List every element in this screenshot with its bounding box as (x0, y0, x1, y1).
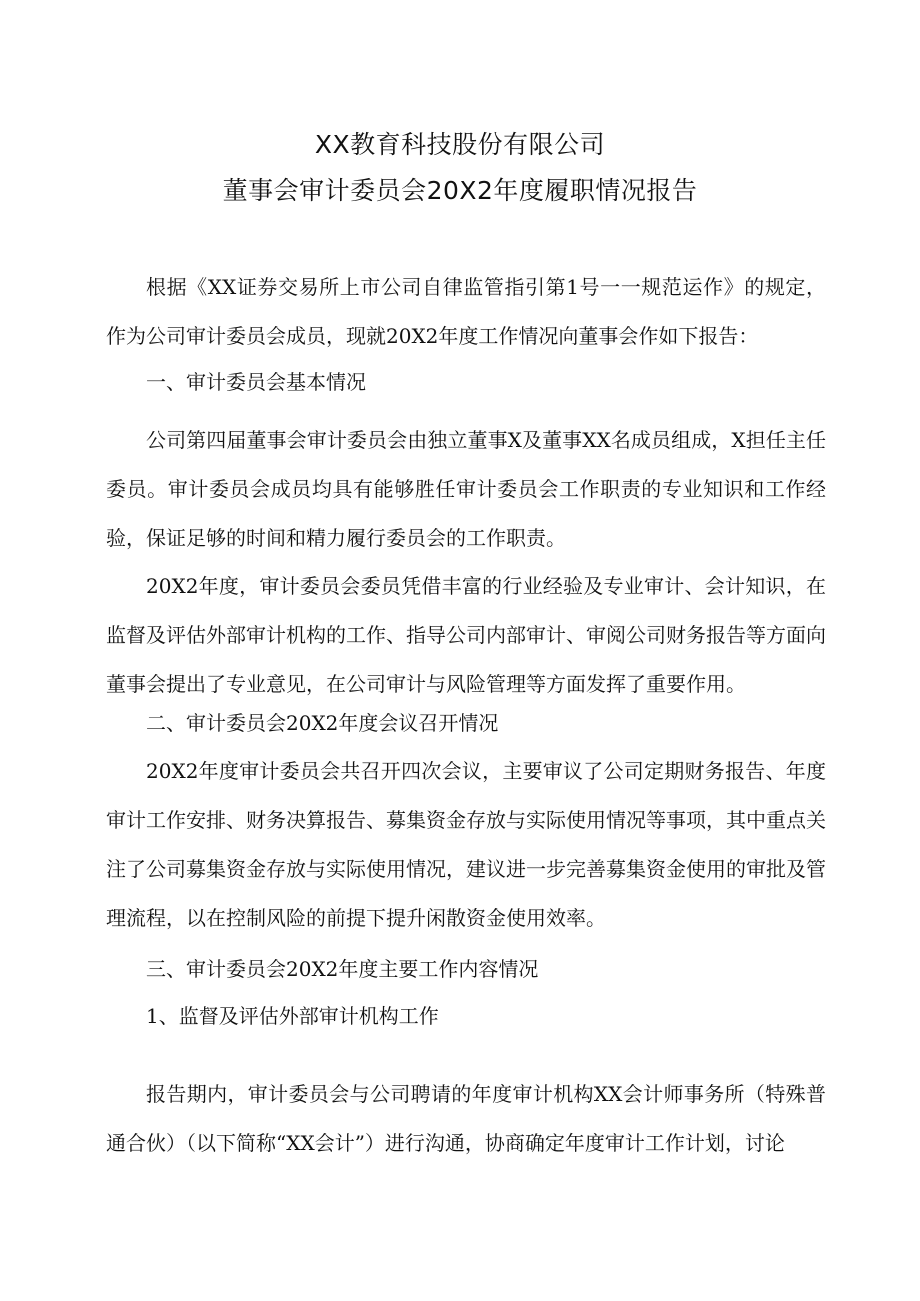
intro-paragraph: 根据《XX证券交易所上市公司自律监管指引第1号一一规范运作》的规定，作为公司审计委员会成员，现就20X2年度工作情况向董事会作如下报告： (106, 275, 826, 348)
section1-paragraph-1: 公司第四届董事会审计委员会由独立董事X及董事XX名成员组成，X担任主任委员。审计委员会成员均具有能够胜任审计委员会工作职责的专业知识和工作经验，保证足够的时间和精力履行委员会的工作职责。 (106, 428, 826, 550)
section3-paragraph-1: 报告期内，审计委员会与公司聘请的年度审计机构XX会计师事务所（特殊普通合伙）（以下简称“XX会计”）进行沟通，协商确定年度审计工作计划，讨论 (106, 1082, 826, 1155)
section3-heading: 三、审计委员会20X2年度主要工作内容情况 (146, 957, 539, 981)
section2-heading: 二、审计委员会20X2年度会议召开情况 (146, 711, 499, 735)
section1-paragraph-2: 20X2年度，审计委员会委员凭借丰富的行业经验及专业审计、会计知识，在监督及评估外部审计机构的工作、指导公司内部审计、审阅公司财务报告等方面向董事会提出了专业意见，在公司审计与风险管理等方面发挥了重要作用。 (106, 574, 826, 696)
document-title-report: 董事会审计委员会20X2年度履职情况报告 (222, 176, 698, 205)
section3-subheading-1: 1、监督及评估外部审计机构工作 (146, 1004, 439, 1028)
section1-heading: 一、审计委员会基本情况 (146, 370, 366, 394)
section2-paragraph-1: 20X2年度审计委员会共召开四次会议，主要审议了公司定期财务报告、年度审计工作安排、财务决算报告、募集资金存放与实际使用情况等事项，其中重点关注了公司募集资金存放与实际使用情况，建议进一步完善募集资金使用的审批及管理流程，以在控制风险的前提下提升闲散资金使用效率。 (106, 759, 826, 930)
document-title-company: XX教育科技股份有限公司 (314, 130, 606, 159)
